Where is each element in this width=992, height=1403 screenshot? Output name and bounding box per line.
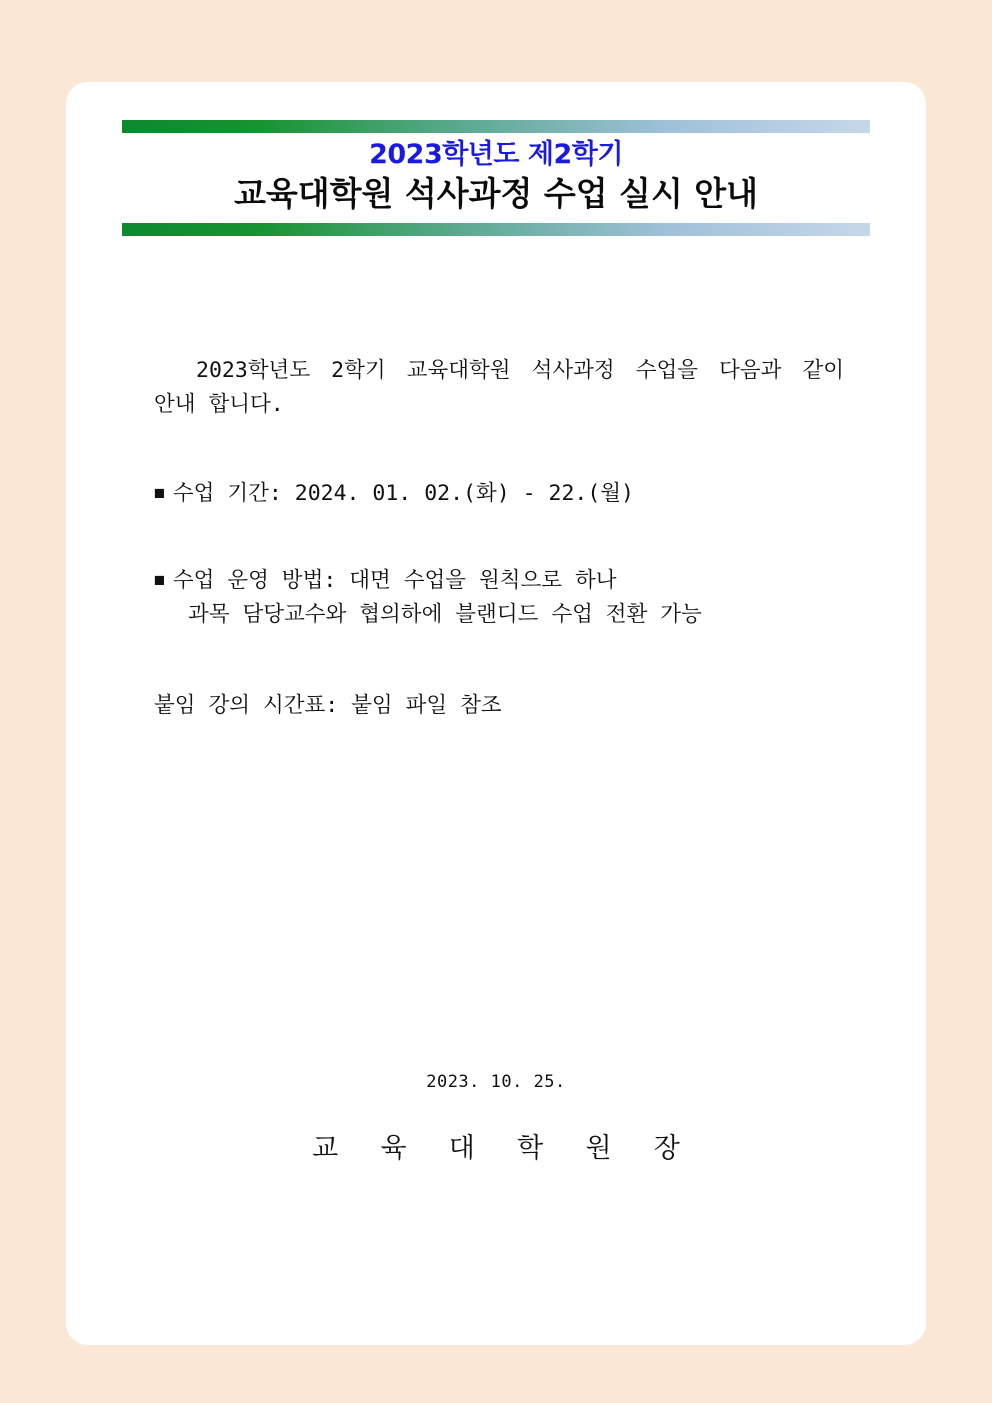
intro-paragraph	[154, 354, 844, 424]
notice-header	[122, 120, 870, 236]
section-class-method-text: 수업 운영 방법: 대면 수업을 원칙으로 하나	[172, 568, 617, 594]
section-class-method-subtext: 과목 담당교수와 협의하에 블랜디드 수업 전환 가능	[188, 601, 702, 627]
section-class-period-text: 수업 기간: 2024. 01. 02.(화) - 22.(월)	[172, 481, 635, 507]
header-rule-top	[122, 120, 870, 133]
header-title-block	[122, 133, 870, 219]
notice-footer	[66, 1072, 926, 1165]
title-main: 교육대학원 석사과정 수업 실시 안내	[233, 174, 759, 214]
notice-page	[66, 82, 926, 1345]
header-rule-bottom	[122, 223, 870, 236]
section-class-method	[154, 564, 844, 631]
issue-date: 2023. 10. 25.	[426, 1072, 566, 1092]
notice-body	[154, 332, 844, 722]
attachment-line: 붙임 강의 시간표: 붙임 파일 참조	[154, 693, 502, 719]
section-class-period	[154, 477, 844, 510]
square-bullet-icon: ◼	[154, 569, 165, 591]
title-semester: 2023학년도 제2학기	[369, 139, 623, 170]
signer-title: 교 육 대 학 원 장	[312, 1133, 693, 1164]
intro-text: 2023학년도 2학기 교육대학원 석사과정 수업을 다음과 같이 안내 합니다.	[154, 357, 844, 418]
square-bullet-icon: ◼	[154, 482, 165, 504]
